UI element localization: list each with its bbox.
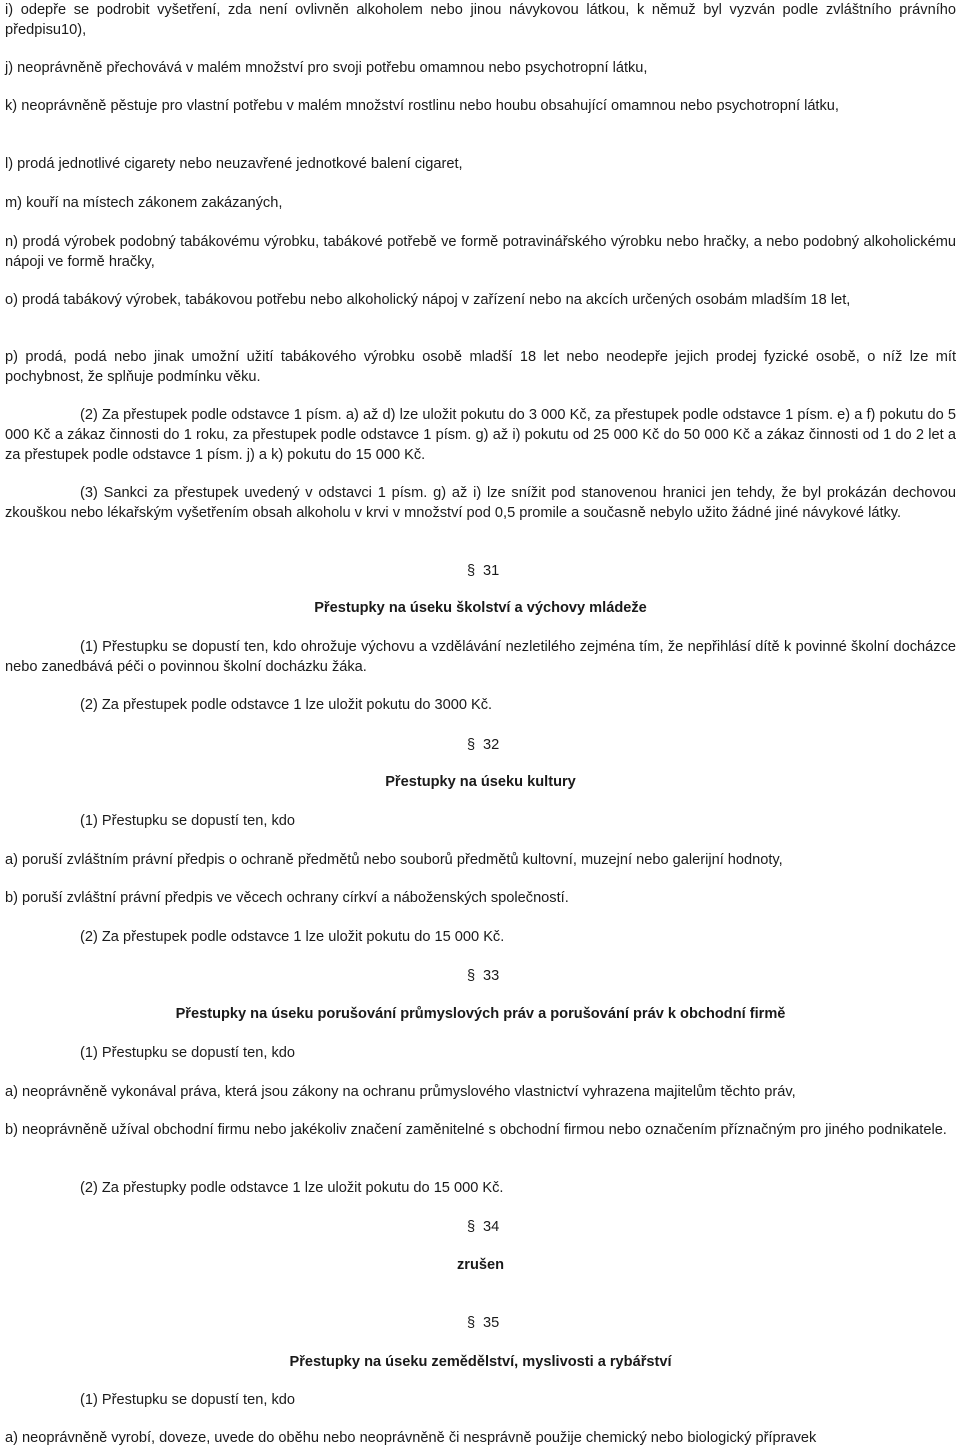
section-33-paragraph-2: (2) Za přestupky podle odstavce 1 lze uložit pokutu do 15 000 Kč. xyxy=(80,1180,504,1196)
item-i: i) odepře se podrobit vyšetření, zda není ovlivněn alkoholem nebo jinou návykovou látkou, k němuž byl vyzván podle zvláštního právního předpisu10), xyxy=(5,2,956,38)
section-32-item-b: b) poruší zvláštní právní předpis ve věcech ochrany církví a náboženských společností. xyxy=(5,890,569,906)
paragraph-3: (3) Sankci za přestupek uvedený v odstavci 1 písm. g) až i) lze snížit pod stanovenou hranici jen tehdy, že byl prokázán dechovou zkouškou nebo lékařským vyšetřením obsah alkoholu v krvi v množství pod 0,5 promile a současně nebylo užito žádné jiné návykové látky. xyxy=(5,485,956,521)
section-34-title: zrušen xyxy=(456,1257,505,1273)
section-35-item-a: a) neoprávněně vyrobí, doveze, uvede do oběhu nebo neoprávněně či nesprávně použije chemický nebo biologický přípravek xyxy=(5,1430,817,1446)
section-34-number: § 34 xyxy=(467,1219,500,1235)
paragraph-2: (2) Za přestupek podle odstavce 1 písm. a) až d) lze uložit pokutu do 3 000 Kč, za přestupek podle odstavce 1 písm. e) a f) pokutu do 5 000 Kč a zákaz činnosti do 1 roku, za přestupek podle odstavce 1 písm. g) až i) pokutu od 25 000 Kč do 50 000 Kč a zákaz činnosti od 1 do 2 let a za přestupek podle odstavce 1 písm. j) a k) pokutu do 15 000 Kč. xyxy=(5,407,956,463)
section-31-number: § 31 xyxy=(467,563,500,579)
section-35-number: § 35 xyxy=(467,1315,500,1331)
section-sign: § xyxy=(467,737,476,753)
section-32-number: § 32 xyxy=(467,737,500,753)
section-33-paragraph-1: (1) Přestupku se dopustí ten, kdo xyxy=(80,1045,295,1061)
section-35-title: Přestupky na úseku zemědělství, myslivosti a rybářství xyxy=(289,1354,672,1370)
item-p: p) prodá, podá nebo jinak umožní užití tabákového výrobku osobě mladší 18 let nebo neodepře jejich prodej fyzické osobě, o níž lze mít pochybnost, že splňuje podmínku věku. xyxy=(5,349,956,385)
section-sign: § xyxy=(467,1315,476,1331)
section-33-number: § 33 xyxy=(467,968,500,984)
section-33-item-b: b) neoprávněně užíval obchodní firmu nebo jakékoliv značení zaměnitelné s obchodní firmou nebo označením příznačným pro jiného podnikatele. xyxy=(5,1122,947,1138)
section-33-title: Přestupky na úseku porušování průmyslových práv a porušování práv k obchodní firmě xyxy=(175,1006,786,1022)
section-31-paragraph-2: (2) Za přestupek podle odstavce 1 lze uložit pokutu do 3000 Kč. xyxy=(80,697,493,713)
section-sign: § xyxy=(467,1219,476,1235)
section-31-title: Přestupky na úseku školství a výchovy mládeže xyxy=(314,600,647,616)
item-o: o) prodá tabákový výrobek, tabákovou potřebu nebo alkoholický nápoj v zařízení nebo na akcích určených osobám mladším 18 let, xyxy=(5,292,851,308)
section-sign: § xyxy=(467,563,476,579)
section-sign: § xyxy=(467,968,476,984)
item-l: l) prodá jednotlivé cigarety nebo neuzavřené jednotkové balení cigaret, xyxy=(5,156,463,172)
section-35-paragraph-1: (1) Přestupku se dopustí ten, kdo xyxy=(80,1392,295,1408)
section-32-title: Přestupky na úseku kultury xyxy=(385,774,576,790)
item-k: k) neoprávněně pěstuje pro vlastní potřebu v malém množství rostlinu nebo houbu obsahující omamnou nebo psychotropní látku, xyxy=(5,98,839,114)
section-32-item-a: a) poruší zvláštním právní předpis o ochraně předmětů nebo souborů předmětů kultovní, muzejní nebo galerijní hodnoty, xyxy=(5,852,783,868)
item-n: n) prodá výrobek podobný tabákovému výrobku, tabákové potřebě ve formě potravinářského výrobku nebo hračky, a nebo podobný alkoholickému nápoji ve formě hračky, xyxy=(5,234,956,270)
section-32-paragraph-2: (2) Za přestupek podle odstavce 1 lze uložit pokutu do 15 000 Kč. xyxy=(80,929,505,945)
section-32-paragraph-1: (1) Přestupku se dopustí ten, kdo xyxy=(80,813,295,829)
section-33-item-a: a) neoprávněně vykonával práva, která jsou zákony na ochranu průmyslového vlastnictví vyhrazena majitelům těchto práv, xyxy=(5,1084,796,1100)
item-j: j) neoprávněně přechovává v malém množství pro svoji potřebu omamnou nebo psychotropní látku, xyxy=(5,60,648,76)
section-31-paragraph-1: (1) Přestupku se dopustí ten, kdo ohrožuje výchovu a vzdělávání nezletilého zejména tím, že nepřihlásí dítě k povinné školní docházce nebo zanedbává péči o povinnou školní docházku žáka. xyxy=(5,639,956,675)
item-m: m) kouří na místech zákonem zakázaných, xyxy=(5,195,283,211)
